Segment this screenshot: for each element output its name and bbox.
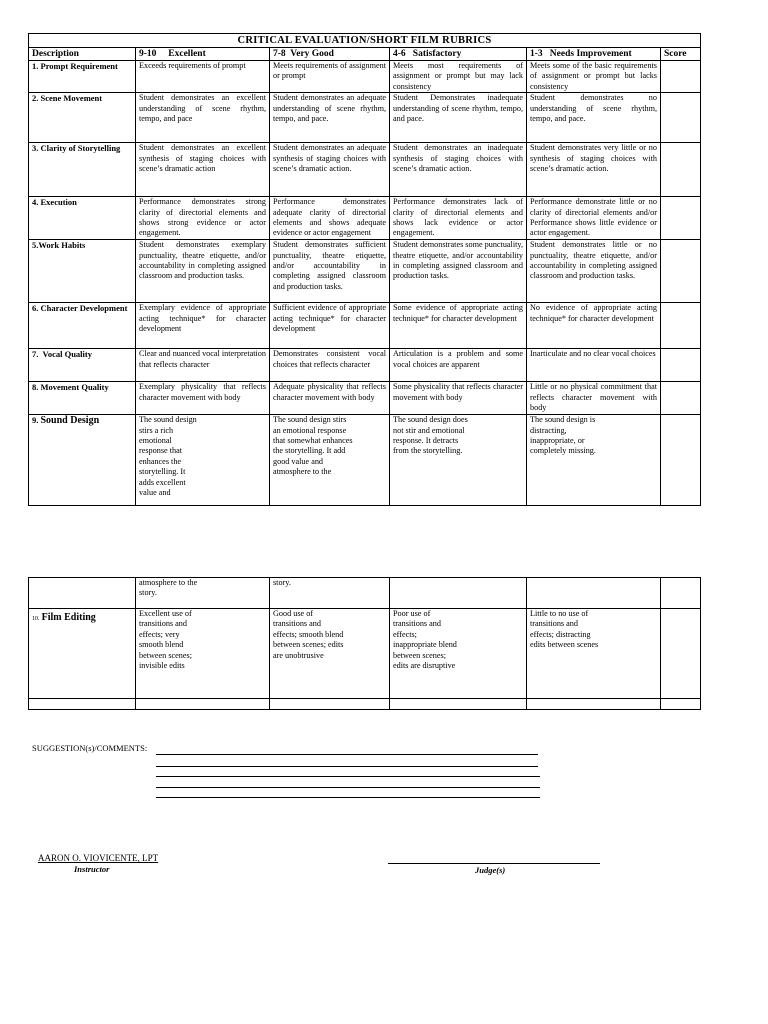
criterion-label: 2. Scene Movement [29,93,136,143]
instructor-name: AARON O. VIOVICENTE, LPT [38,853,159,863]
criterion-label [29,578,136,609]
rubric-table [28,33,701,506]
needs-improvement-cell: No evidence of appropriate acting technique* for character development [527,303,661,349]
very-good-cell: Performance demonstrates adequate clarity of directorial elements and shows adequate evidence or actor engagement [270,197,390,240]
score-cell[interactable] [661,609,701,699]
score-cell[interactable] [661,61,701,93]
score-cell[interactable] [661,197,701,240]
needs-improvement-cell [527,609,661,699]
header-score: Score [661,48,701,61]
score-cell[interactable] [661,382,701,415]
excellent-cell [136,415,270,506]
criterion-label: 5.Work Habits [29,240,136,303]
criterion-label: 7. Vocal Quality [29,349,136,382]
needs-improvement-cell: Inarticulate and no clear vocal choices [527,349,661,382]
very-good-cell: Demonstrates consistent vocal choices that reflects character [270,349,390,382]
cell-text: atmosphere to the story. [139,578,198,598]
judge-label: Judge(s) [475,865,506,875]
very-good-cell: Student demonstrates an adequate understanding of scene rhythm, tempo, and pace. [270,93,390,143]
table-row [29,699,701,710]
very-good-cell: Student demonstrates sufficient punctuality, theatre etiquette, and/or accountability in completing assigned classroom and production tasks. [270,240,390,303]
header-excellent: 9-10 Excellent [136,48,270,61]
satisfactory-cell: Some physicality that reflects character movement with body [390,382,527,415]
needs-improvement-cell: Student demonstrates no understanding of scene rhythm, tempo, and pace. [527,93,661,143]
criterion-label [29,609,136,699]
rubric-table-continued [28,577,701,710]
satisfactory-cell: Student Demonstrates inadequate understanding of scene rhythm, tempo, and pace. [390,93,527,143]
criterion-number: 10. [32,616,40,622]
needs-improvement-cell: Performance demonstrate little or no clarity of directorial elements and/or Performance shows little evidence or actor engagement. [527,197,661,240]
satisfactory-cell: Some evidence of appropriate acting technique* for character development [390,303,527,349]
very-good-cell: Student demonstrates an adequate synthesis of staging choices with scene’s dramatic action. [270,143,390,197]
very-good-cell [270,415,390,506]
criterion-label [29,415,136,506]
criterion-label: 4. Execution [29,197,136,240]
score-cell[interactable] [661,578,701,609]
criterion-label: 8. Movement Quality [29,382,136,415]
header-description: Description [29,48,136,61]
needs-improvement-cell [527,415,661,506]
cell-text: The sound design stirs an emotional response that somewhat enhances the storytelling. It add good value and atmosphere to the [273,415,353,477]
comments-line[interactable] [156,786,540,798]
empty-cell [270,699,390,710]
score-cell[interactable] [661,303,701,349]
criterion-label: 3. Clarity of Storytelling [29,143,136,197]
cell-text: Good use of transitions and effects; smooth blend between scenes; edits are unobtrusive [273,609,344,660]
comments-label: SUGGESTION(s)/COMMENTS: [32,743,148,753]
very-good-cell: Meets requirements of assignment or prompt [270,61,390,93]
satisfactory-cell: Meets most requirements of assignment or prompt but may lack consistency [390,61,527,93]
score-cell[interactable] [661,349,701,382]
excellent-cell [136,609,270,699]
table-row [29,197,701,240]
needs-improvement-cell: Little or no physical commitment that reflects character movement with body [527,382,661,415]
needs-improvement-cell: Student demonstrates little or no punctuality, theatre etiquette, and/or accountability in completing assigned classroom and production tasks. [527,240,661,303]
score-cell[interactable] [661,699,701,710]
needs-improvement-cell: Meets some of the basic requirements of assignment or prompt but lacks consistency [527,61,661,93]
needs-improvement-cell: Student demonstrates very little or no synthesis of staging choices with scene’s dramatic action. [527,143,661,197]
satisfactory-cell [390,578,527,609]
empty-cell [390,699,527,710]
empty-cell [527,699,661,710]
table-row [29,61,701,93]
satisfactory-cell: Articulation is a problem and some vocal choices are apparent [390,349,527,382]
criterion-name: Sound Design [40,415,100,427]
table-row [29,382,701,415]
very-good-cell: story. [270,578,390,609]
table-row [29,240,701,303]
excellent-cell: Exemplary physicality that reflects character movement with body [136,382,270,415]
excellent-cell: Student demonstrates an excellent understanding of scene rhythm, tempo, and pace [136,93,270,143]
cell-text: The sound design is distracting, inappropriate, or completely missing. [530,415,596,456]
satisfactory-cell [390,415,527,506]
table-row [29,303,701,349]
excellent-cell: Exceeds requirements of prompt [136,61,270,93]
table-row [29,349,701,382]
score-cell[interactable] [661,240,701,303]
excellent-cell: Student demonstrates an excellent synthesis of staging choices with scene’s dramatic action [136,143,270,197]
criterion-number: 9. [32,415,39,426]
excellent-cell [136,578,270,609]
excellent-cell: Performance demonstrates strong clarity of directorial elements and shows strong evidence or actor engagement. [136,197,270,240]
cell-text: The sound design does not stir and emotional response. It detracts from the storytelling. [393,415,468,456]
criterion-name: Film Editing [41,612,96,623]
instructor-label: Instructor [74,864,110,874]
excellent-cell: Student demonstrates exemplary punctuality, theatre etiquette, and/or accountability in completing assigned classroom and production tasks. [136,240,270,303]
score-cell[interactable] [661,93,701,143]
score-cell[interactable] [661,415,701,506]
excellent-cell: Clear and nuanced vocal interpretation that reflects character [136,349,270,382]
cell-text: Excellent use of transitions and effects; very smooth blend between scenes; invisible edits [139,609,192,671]
table-row [29,93,701,143]
table-row [29,415,701,506]
satisfactory-cell: Student demonstrates some punctuality, theatre etiquette, and/or accountability in completing assigned classroom and production tasks. [390,240,527,303]
table-row [29,143,701,197]
rubric-title: CRITICAL EVALUATION/SHORT FILM RUBRICS [29,34,701,48]
excellent-cell: Exemplary evidence of appropriate acting technique* for character development [136,303,270,349]
header-very-good: 7-8 Very Good [270,48,390,61]
score-cell[interactable] [661,143,701,197]
comments-line[interactable] [156,743,538,755]
empty-cell [29,699,136,710]
header-needs-improvement: 1-3 Needs Improvement [527,48,661,61]
satisfactory-cell [390,609,527,699]
judge-signature-line[interactable] [388,852,600,864]
cell-text: Little to no use of transitions and effects; distracting edits between scenes [530,609,599,650]
cell-text: The sound design stirs a rich emotional response that enhances the storytelling. It adds excellent value and [139,415,197,498]
cell-text: Poor use of transitions and effects; inappropriate blend between scenes; edits are disruptive [393,609,457,671]
empty-cell [136,699,270,710]
criterion-label: 1. Prompt Requirement [29,61,136,93]
criterion-label: 6. Character Development [29,303,136,349]
very-good-cell: Sufficient evidence of appropriate acting technique* for character development [270,303,390,349]
needs-improvement-cell [527,578,661,609]
satisfactory-cell: Student demonstrates an inadequate synthesis of staging choices with scene’s dramatic action. [390,143,527,197]
satisfactory-cell: Performance demonstrates lack of clarity of directorial elements and shows lack evidence or actor engagement. [390,197,527,240]
header-satisfactory: 4-6 Satisfactory [390,48,527,61]
table-row [29,609,701,699]
very-good-cell [270,609,390,699]
very-good-cell: Adequate physicality that reflects character movement with body [270,382,390,415]
table-row [29,578,701,609]
